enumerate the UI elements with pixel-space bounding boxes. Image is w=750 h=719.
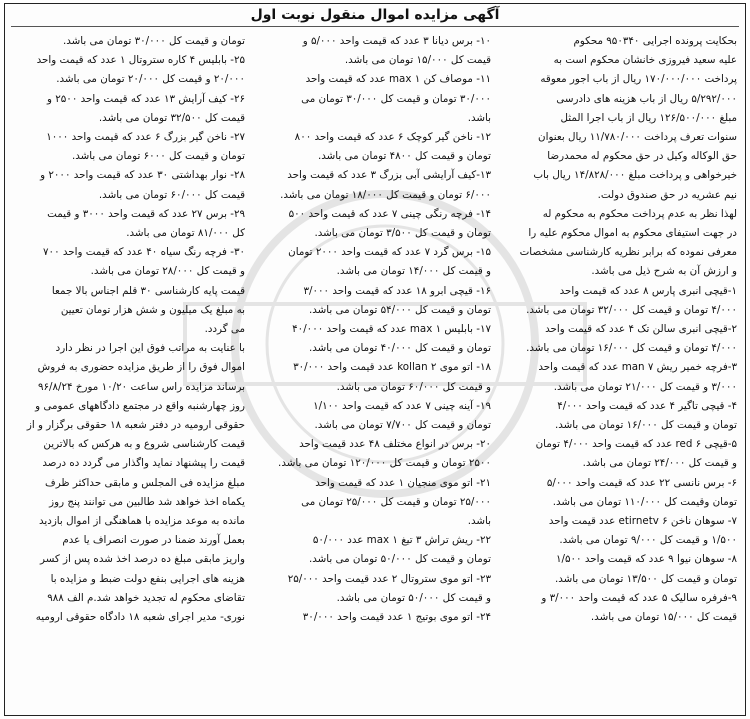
text-line: ۱۸- اتو موی kollan ۲ عدد قیمت واحد ۳۰/۰۰۰ [293,361,491,374]
text-line: ۳۰- فرچه رنگ سیاه ۴۰ عدد که قیمت واحد ۷۰۰ [43,246,245,259]
text-line: تومان و قیمت کل ۴۸۰۰ تومان می باشد. [317,150,491,163]
text-line: ۱۰- برس دیانا ۳ عدد که قیمت واحد ۵/۰۰۰ و [302,35,491,47]
text-line: یکماه اخذ خواهد شد طالبین می توانند پنج روز [49,495,245,508]
text-line: قیمت را پیشنهاد نماید واگذار می گردد ده درصد [42,457,245,470]
text-line: ۴- قیچی تاگیر ۴ عدد که قیمت واحد ۴/۰۰۰ [557,399,737,412]
text-line: ۳۰/۰۰۰ تومان و قیمت کل ۳۰/۰۰۰ تومان می [301,92,491,105]
text-line: ۴/۰۰۰ تومان و قیمت کل ۳۲/۰۰۰ تومان می باشد. [526,303,737,316]
text-line: خیرخواهی و پرداخت مبلغ ۱۴/۸۲۸/۰۰۰ ریال باب [533,169,737,182]
text-line: برساند مزایده راس ساعت ۱۰/۲۰ مورخ ۹۶/۸/۲۴ [37,380,245,393]
text-line: قیمت کل ۱۵/۰۰۰ تومان می باشد. [590,611,737,624]
text-line: ۲۷- ناخن گیر بزرگ ۶ عدد که قیمت واحد ۱۰۰۰ [46,131,245,144]
text-line: ۵-قیچی red ۶ عدد که قیمت واحد ۴/۰۰۰ تومان [535,438,737,451]
text-line: در جهت استیفای محکوم به اموال محکوم علیه را [528,227,737,240]
text-column-1 [497,32,737,712]
text-line: سنوات تعرف پرداخت ۱۱/۷۸۰/۰۰۰ ریال بعنوان [538,131,737,144]
text-line: قیمت پایه کارشناسی ۳۰ قلم اجناس بالا جمعا [51,284,245,297]
text-line: پرداخت ۱۷۰/۰۰۰/۰۰۰ ریال از باب اجور معوقه [540,73,737,86]
text-line: تومان و قیمت کل ۳۰/۰۰۰ تومان می باشد. [62,35,245,47]
text-column-2 [251,32,491,712]
text-line: مبلغ مزایده فی المجلس و مابقی حداکثر ظرف [45,476,245,489]
text-line: با عنایت به مراتب فوق این اجرا در نظر دارد [55,342,245,355]
text-line: می گردد. [204,323,245,336]
text-line: تومان و قیمت کل ۵۰/۰۰۰ تومان می باشد. [308,553,491,566]
text-line: و قیمت کل ۲۴/۰۰۰ تومان می باشد. [582,457,737,470]
text-line: قیمت کل ۳۲/۵۰۰ تومان می باشد. [98,111,245,124]
text-line: و قیمت کل ۵۰/۰۰۰ تومان می باشد. [336,591,491,604]
text-line: و قیمت کل ۱۴/۰۰۰ تومان می باشد. [336,265,491,278]
text-line: ۱۷- بابلیس max ۱ عدد که قیمت واحد ۴۰/۰۰۰ [292,323,491,336]
text-line: قیمت کارشناسی شروع و به هرکس که بالاترین [43,438,245,451]
notice-frame [4,3,746,716]
text-line: ۵/۲۹۲/۰۰۰ ریال از باب هزینه های دادرسی [556,92,737,105]
text-line: ۴/۰۰۰ تومان و قیمت کل ۱۶/۰۰۰ تومان می باشد. [526,342,737,355]
text-line: ۱-قیچی انبری پارس ۸ عدد که قیمت واحد [559,284,737,297]
text-line: تومان وقیمت کل ۱۱۰/۰۰۰ تومان می باشد. [552,495,737,508]
text-line: نیم عشریه در حق صندوق دولت. [597,188,737,201]
text-line: تومان و قیمت کل ۷/۷۰۰ تومان می باشد. [314,419,491,432]
text-line: ۲۹- برس ۲۷ عدد که قیمت واحد ۳۰۰۰ و قیمت [47,207,245,220]
text-line: تومان و قیمت کل ۱۶/۰۰۰ تومان می باشد. [554,419,737,432]
text-line: حقوقی ارومیه در دفتر شعبه ۱۸ حقوقی برگزار و از [26,419,245,432]
text-line: ۲۰- برس در انواع مختلف ۴۸ عدد قیمت واحد [299,438,491,451]
text-line: ۱۶- قیچی ابرو ۱۸ عدد که قیمت واحد ۳/۰۰۰ [303,284,491,297]
text-line: نوری- مدیر اجرای شعبه ۱۸ دادگاه حقوقی ارومیه [35,611,245,624]
text-line: اموال فوق را از طریق مزایده حضوری به فروش [37,361,245,374]
text-line: هزینه های اجرایی بنفع دولت ضبط و مزایده با [50,572,245,585]
text-line: و قیمت کل ۲۸/۰۰۰ تومان می باشد. [90,265,245,278]
text-line: تقاضای محکوم له تجدید خواهد شد.م الف ۹۸۸ [47,591,245,604]
text-line: مانده به موعد مزایده با هماهنگی از اموال بازدید [38,515,245,528]
text-line: لهذا نظر به عدم پرداخت محکوم به محکوم له [542,207,737,220]
text-line: ۳-فرچه خمیر ریش man ۷ عدد که قیمت واحد [538,361,737,374]
text-line: بحکایت پرونده اجرایی ۹۵۰۳۴۰ محکوم [573,35,737,47]
text-line: روز چهارشنبه واقع در مجتمع دادگاههای عمومی و [35,399,245,412]
text-line: ۲۵- بابلیس ۴ کاره ستروتال ۱ عدد که قیمت واحد [36,54,245,67]
text-line: بعمل آورند ضمنا در صورت انصراف یا عدم [62,534,245,547]
text-line: ۱/۵۰۰ و قیمت کل ۹/۰۰۰ تومان می باشد. [559,534,737,547]
text-line: معرفی نموده که برابر نظریه کارشناسی مشخصات [519,246,737,259]
text-line: ۲۳- اتو موی ستروتال ۲ عدد قیمت واحد ۲۵/۰۰۰ [287,572,491,585]
text-line: ۱۳-کیف آرایشی آبی بزرگ ۳ عدد که قیمت واحد [287,169,491,182]
text-line: و قیمت کل ۶۰/۰۰۰ تومان می باشد. [336,380,491,393]
text-line: علیه سعید فیروزی خانشان محکوم است به [553,54,737,67]
text-line: ۲۵/۰۰۰ تومان و قیمت کل ۲۵/۰۰۰ تومان می [301,495,491,508]
text-line: باشد. [467,111,491,124]
text-line: کل ۸۱/۰۰۰ تومان می باشد. [126,227,245,240]
title-divider [11,26,739,27]
text-line: ۱۹- آینه چینی ۷ عدد که قیمت واحد ۱/۱۰۰ [313,399,491,412]
text-line: ۱۵- برس گرد ۷ عدد که قیمت واحد ۲۰۰۰ تومان [288,246,491,259]
text-line: ۲۱- اتو موی منجیان ۱ عدد که قیمت واحد [315,476,491,489]
text-line: ۱۲- ناخن گیر کوچک ۶ عدد که قیمت واحد ۸۰۰ [294,131,491,144]
text-line: ۲۴- اتو موی بوتیج ۱ عدد قیمت واحد ۳۰/۰۰۰ [302,611,491,624]
text-line: به مبلغ یک میلیون و شش هزار تومان تعیین [60,303,245,316]
text-line: باشد. [467,515,491,528]
text-line: تومان و قیمت کل ۴۰/۰۰۰ تومان می باشد. [308,342,491,355]
text-line: حق الوکاله وکیل در حق محکوم له محمدرضا [547,150,737,163]
text-line: ۶- برس نانسی ۲۲ عدد که قیمت واحد ۵/۰۰۰ [546,476,737,489]
text-line: قیمت کل ۱۵/۰۰۰ تومان می باشد. [344,54,491,67]
text-line: ۲-قیچی انبری سالن تک ۴ عدد که قیمت واحد [545,323,737,336]
text-line: ۶/۰۰۰ تومان و قیمت کل ۱۸/۰۰۰ تومان می باشد. [280,188,491,201]
text-line: ۲۸- نوار بهداشتی ۳۰ عدد که قیمت واحد ۲۰۰۰ و [40,169,245,182]
text-line: تومان و قیمت کل ۳/۵۰۰ تومان می باشد. [314,227,491,240]
notice-title: آگهی مزایده اموال منقول نوبت اول [250,7,500,23]
text-line: ۷- سوهان ناخن etirnetv ۶ عدد قیمت واحد [548,515,737,528]
text-line: ۳/۰۰۰ و قیمت کل ۲۱/۰۰۰ تومان می باشد. [553,380,737,393]
text-column-3 [5,32,245,712]
text-line: قیمت کل ۶۰/۰۰۰ تومان می باشد. [98,188,245,201]
text-line: ۲۶- کیف آرایش ۱۳ عدد که قیمت واحد ۲۵۰۰ و [46,92,245,105]
text-line: ۱۴- فرچه رنگی چینی ۷ عدد که قیمت واحد ۵۰۰ [288,207,491,220]
text-line: ۲۲- ریش تراش ۳ تیغ max ۱ عدد ۵۰/۰۰۰ [312,534,491,547]
text-line: ۹-فرفره سالیک ۵ عدد که قیمت واحد ۳/۰۰۰ و [541,591,737,604]
text-line: واریز مابقی مبلغ ده درصد اخذ شده پس از کسر [40,553,245,566]
text-line: ۲۰/۰۰۰ و قیمت کل ۲۰/۰۰۰ تومان می باشد. [56,73,245,86]
text-line: مبلغ ۱۲۶/۵۰۰/۰۰۰ ریال از باب اجرا المثل [560,111,737,124]
text-line: ۸- سوهان نیوا ۹ عدد که قیمت واحد ۱/۵۰۰ [555,553,737,566]
text-line: و ارزش آن به شرح ذیل می باشد. [591,265,737,278]
text-line: ۱۱- موصاف کن max ۱ عدد که قیمت واحد [305,73,491,86]
text-line: تومان و قیمت کل ۱۳/۵۰۰ تومان می باشد. [554,572,737,585]
text-line: تومان و قیمت کل ۶۰۰۰ تومان می باشد. [71,150,245,163]
text-line: تومان و قیمت کل ۵۴/۰۰۰ تومان می باشد. [308,303,491,316]
text-line: ۲۵۰۰ تومان و قیمت کل ۱۲۰/۰۰۰ تومان می باشد. [278,457,491,470]
